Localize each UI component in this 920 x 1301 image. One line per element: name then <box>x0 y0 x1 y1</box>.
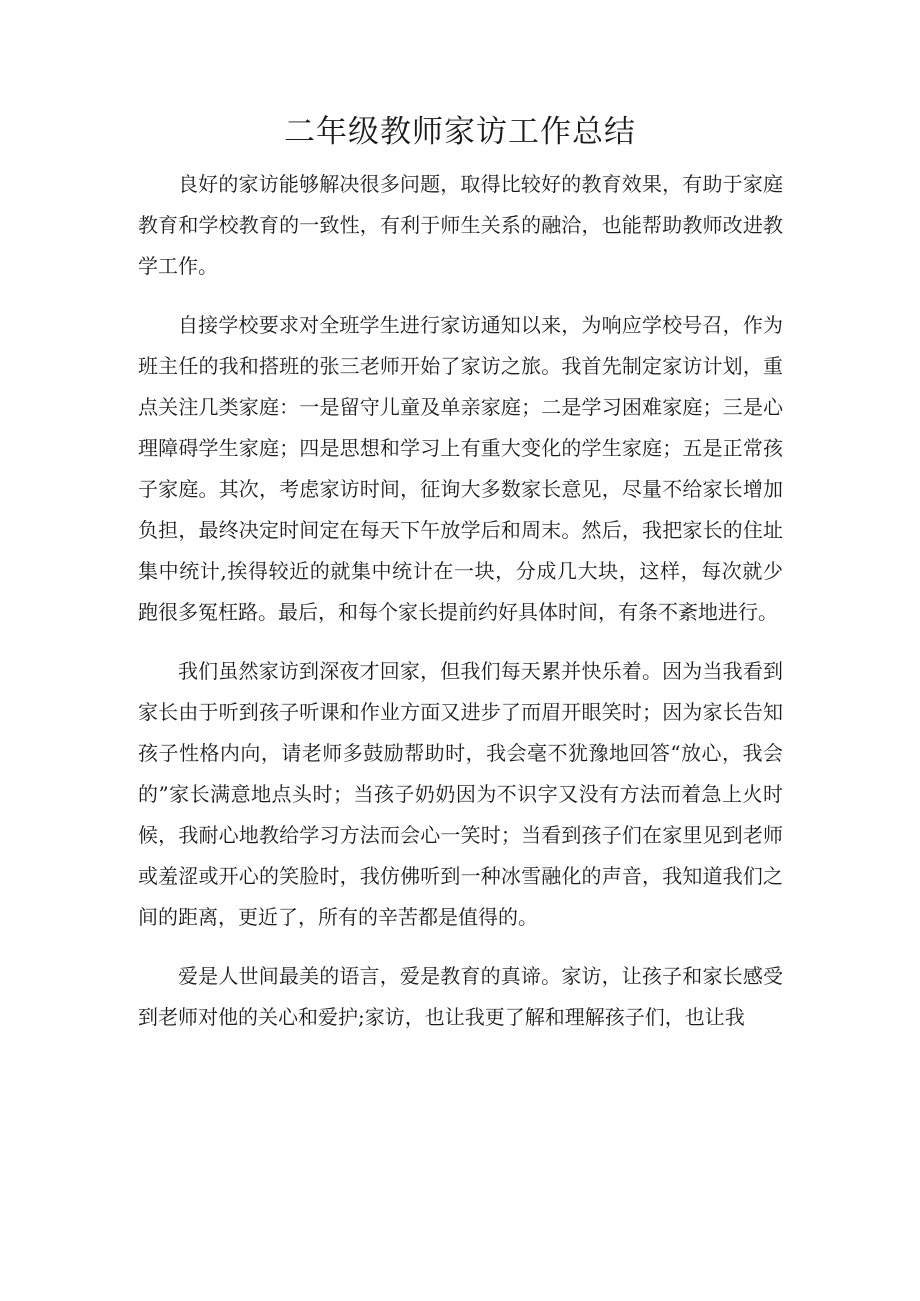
paragraph-2: 自接学校要求对全班学生进行家访通知以来，为响应学校号召，作为班主任的我和搭班的张三老师开始了家访之旅。我首先制定家访计划，重点关注几类家庭：一是留守儿童及单亲家庭；二是学习困难家庭；三是心理障碍学生家庭；四是思想和学习上有重大变化的学生家庭；五是正常孩子家庭。其次，考虑家访时间，征询大多数家长意见，尽量不给家长增加负担，最终决定时间定在每天下午放学后和周末。然后，我把家长的住址集中统计,挨得较近的就集中统计在一块，分成几大块，这样，每次就少跑很多冤枉路。最后，和每个家长提前约好具体时间，有条不紊地进行。 <box>138 313 783 624</box>
paragraph-3: 我们虽然家访到深夜才回家，但我们每天累并快乐着。因为当我看到家长由于听到孩子听课和作业方面又进步了而眉开眼笑时；因为家长告知孩子性格内向，请老师多鼓励帮助时，我会毫不犹豫地回答“放心，我会的”家长满意地点头时；当孩子奶奶因为不识字又没有方法而着急上火时候，我耐心地教给学习方法而会心一笑时；当看到孩子们在家里见到老师或羞涩或开心的笑脸时，我仿佛听到一种冰雪融化的声音，我知道我们之间的距离，更近了，所有的辛苦都是值得的。 <box>138 659 783 929</box>
document-body <box>138 164 783 1056</box>
document-title: 二年级教师家访工作总结 <box>284 114 636 150</box>
paragraph-1: 良好的家访能够解决很多问题，取得比较好的教育效果，有助于家庭教育和学校教育的一致性，有利于师生关系的融洽，也能帮助教师改进教学工作。 <box>138 172 783 278</box>
paragraph-4: 爱是人世间最美的语言，爱是教育的真谛。家访，让孩子和家长感受到老师对他的关心和爱护;家访，也让我更了解和理解孩子们，也让我 <box>138 964 783 1029</box>
